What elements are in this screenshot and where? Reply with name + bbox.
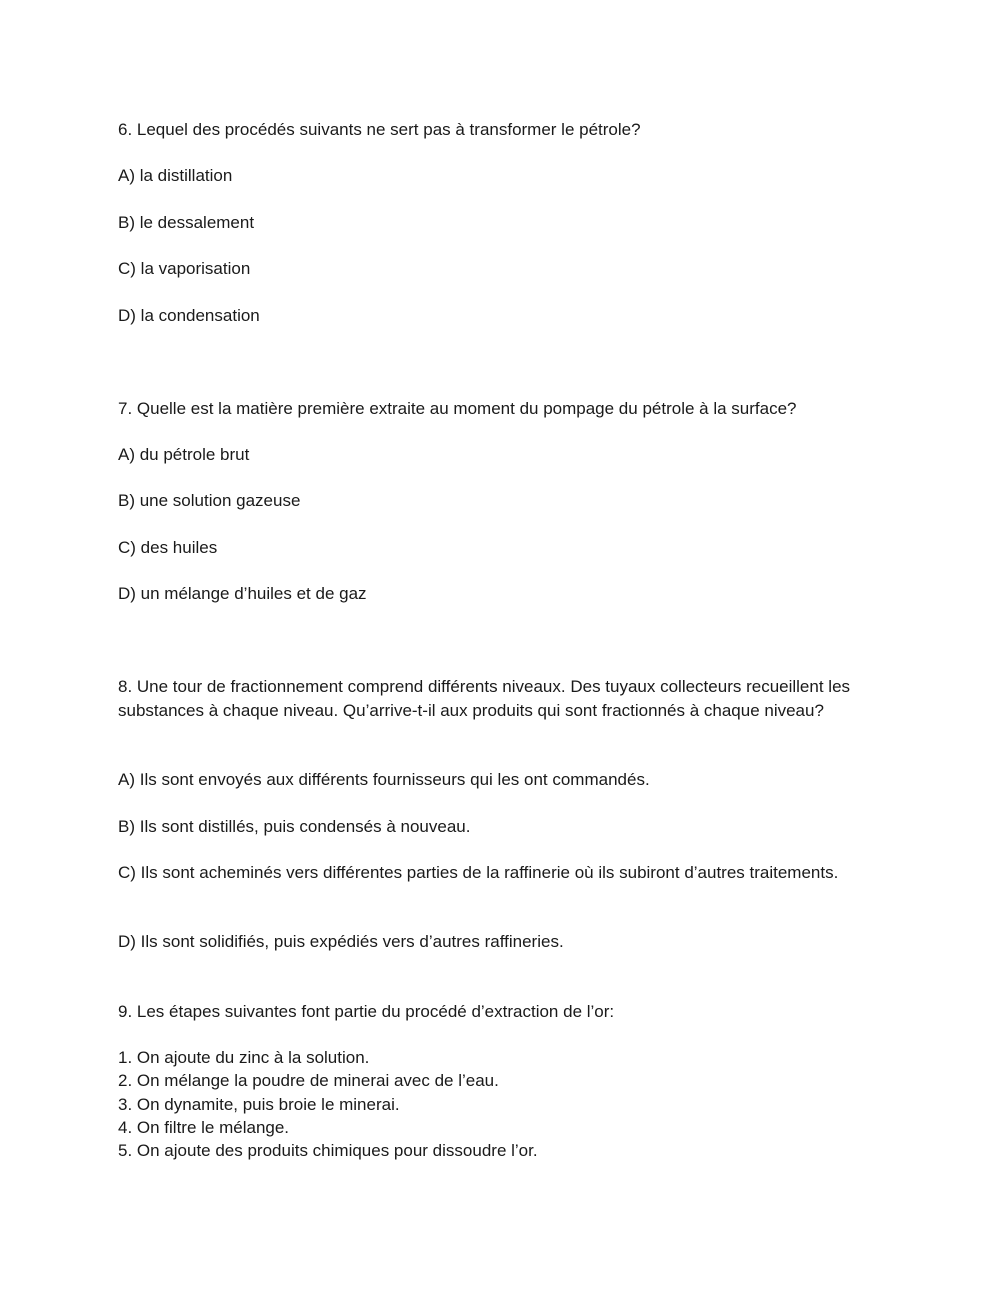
question-6: 6. Lequel des procédés suivants ne sert pas à transformer le pétrole? <box>118 120 641 139</box>
q6-option-d: D) la condensation <box>118 306 260 325</box>
q6-option-c: C) la vaporisation <box>118 259 251 278</box>
q6-option-a: A) la distillation <box>118 166 233 185</box>
question-8: 8. Une tour de fractionnement comprend différents niveaux. Des tuyaux collecteurs recueillent les substances à chaque niveau. Qu’arrive-t-il aux produits qui sont fractionnés à chaque niveau? <box>118 677 851 720</box>
q9-step-5: 5. On ajoute des produits chimiques pour dissoudre l’or. <box>118 1141 538 1160</box>
q9-step-4: 4. On filtre le mélange. <box>118 1118 290 1137</box>
q7-option-b: B) une solution gazeuse <box>118 491 301 510</box>
q8-option-c: C) Ils sont acheminés vers différentes parties de la raffinerie où ils subiront d’autres traitements. <box>118 863 839 882</box>
q8-option-a: A) Ils sont envoyés aux différents fournisseurs qui les ont commandés. <box>118 770 650 789</box>
q7-option-a: A) du pétrole brut <box>118 445 250 464</box>
q8-option-d: D) Ils sont solidifiés, puis expédiés vers d’autres raffineries. <box>118 932 564 951</box>
q9-step-1: 1. On ajoute du zinc à la solution. <box>118 1048 370 1067</box>
question-7: 7. Quelle est la matière première extraite au moment du pompage du pétrole à la surface? <box>118 399 797 418</box>
q9-step-2: 2. On mélange la poudre de minerai avec de l’eau. <box>118 1071 499 1090</box>
q8-option-b: B) Ils sont distillés, puis condensés à nouveau. <box>118 817 471 836</box>
q7-option-d: D) un mélange d’huiles et de gaz <box>118 584 367 603</box>
q6-option-b: B) le dessalement <box>118 213 255 232</box>
q7-option-c: C) des huiles <box>118 538 218 557</box>
question-9: 9. Les étapes suivantes font partie du procédé d’extraction de l’or: <box>118 1002 615 1021</box>
q9-step-3: 3. On dynamite, puis broie le minerai. <box>118 1095 400 1114</box>
